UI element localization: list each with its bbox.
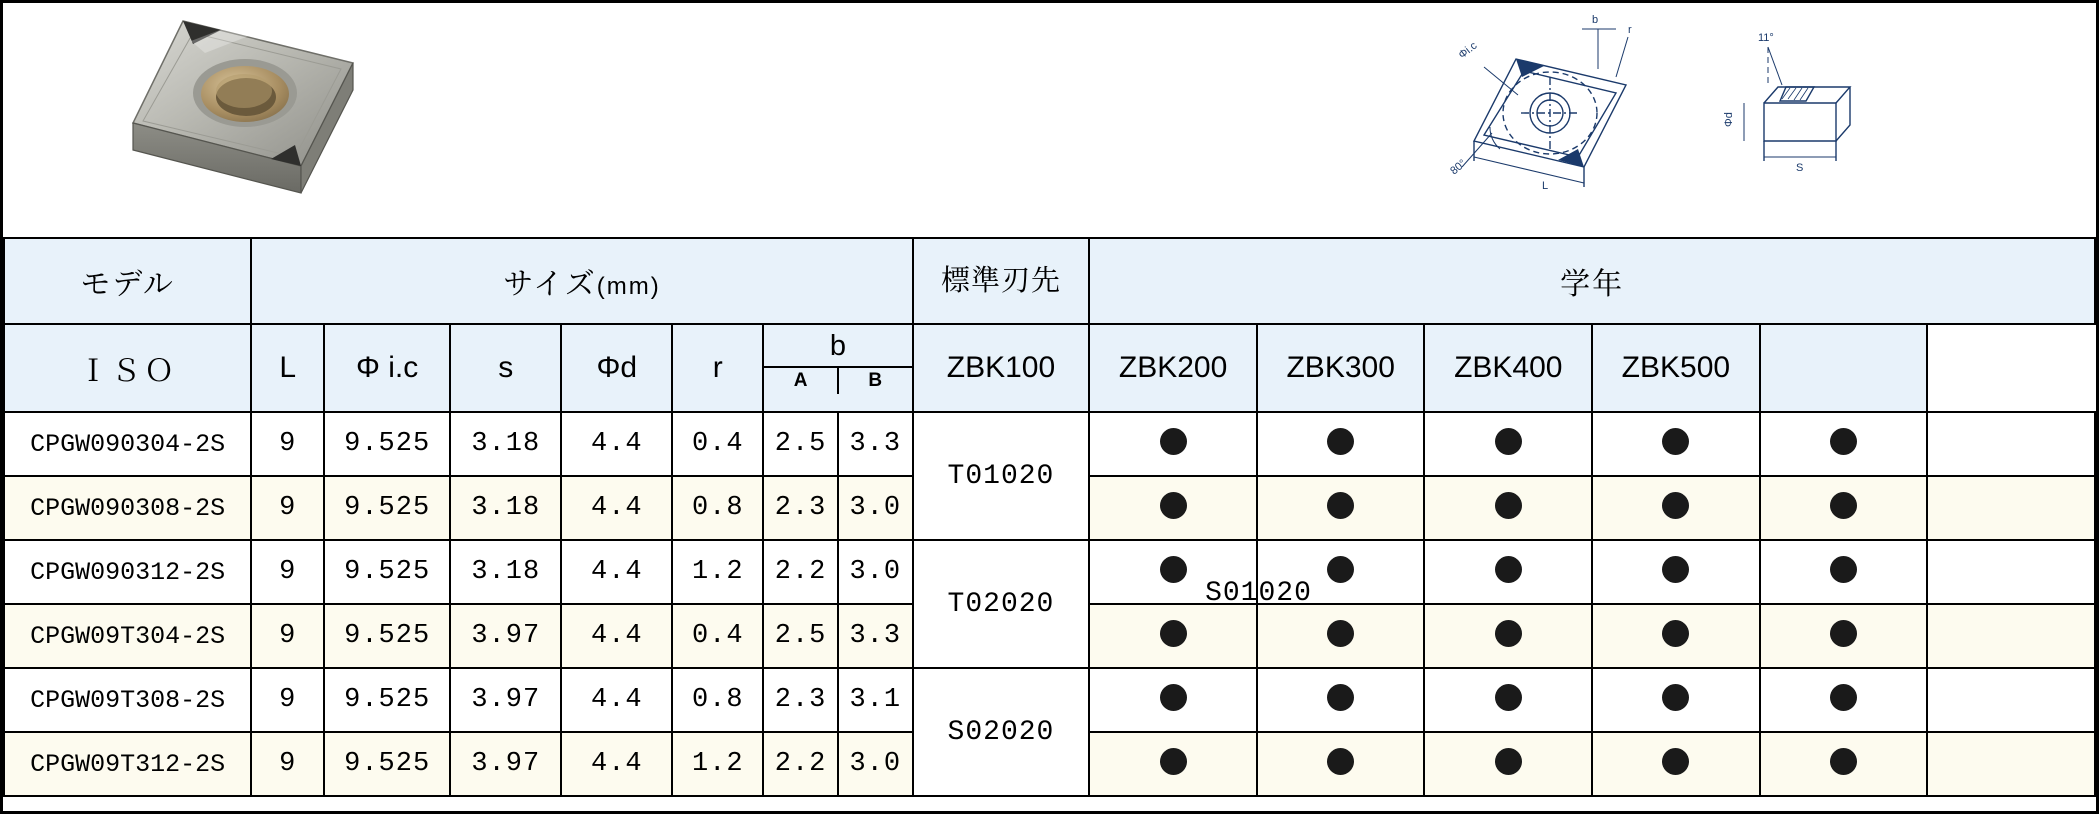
cell-grade-zbk400 <box>1592 476 1760 540</box>
cell-b-a: 2.5 <box>763 604 838 668</box>
subheader-grade-empty <box>1760 324 1928 412</box>
availability-dot <box>1495 492 1522 519</box>
availability-dot <box>1662 620 1689 647</box>
cell-L: 9 <box>251 732 324 796</box>
cell-grade-empty <box>1927 412 2095 476</box>
availability-dot <box>1830 748 1857 775</box>
technical-drawings <box>1366 7 2006 235</box>
cell-grade-zbk500 <box>1760 604 1928 668</box>
cell-grade-zbk200 <box>1257 668 1425 732</box>
cell-r: 0.8 <box>672 668 763 732</box>
cell-s: 3.97 <box>450 732 561 796</box>
cell-grade-empty <box>1927 540 2095 604</box>
cell-grade-zbk300 <box>1424 476 1592 540</box>
cell-dia-ic: 9.525 <box>324 668 450 732</box>
subheader-iso: ＩＳＯ <box>4 324 251 412</box>
availability-dot <box>1327 492 1354 519</box>
cell-iso: CPGW09T308-2S <box>4 668 251 732</box>
availability-dot <box>1662 748 1689 775</box>
table-row <box>4 412 2095 476</box>
cell-b-b: 3.3 <box>838 604 913 668</box>
cell-r: 1.2 <box>672 732 763 796</box>
drawing-label-dia-d: Φd <box>1723 112 1735 127</box>
cell-standard-edge: T01020 <box>913 412 1090 540</box>
subheader-grade-zbk400: ZBK400 <box>1424 324 1592 412</box>
availability-dot <box>1662 428 1689 455</box>
header-standard-edge: 標準刃先 <box>913 238 1090 324</box>
subheader-L: L <box>251 324 324 412</box>
subheader-grade-zbk300: ZBK300 <box>1257 324 1425 412</box>
availability-dot <box>1662 556 1689 583</box>
availability-dot <box>1160 492 1187 519</box>
cell-L: 9 <box>251 604 324 668</box>
availability-dot <box>1160 620 1187 647</box>
cell-grade-zbk200 <box>1257 604 1425 668</box>
cell-dia-d: 4.4 <box>561 412 672 476</box>
cell-grade-zbk200 <box>1257 732 1425 796</box>
cell-iso: CPGW090312-2S <box>4 540 251 604</box>
cell-grade-zbk300 <box>1424 412 1592 476</box>
cell-grade-empty <box>1927 732 2095 796</box>
cell-iso: CPGW090304-2S <box>4 412 251 476</box>
subheader-b-a: A <box>764 368 839 394</box>
table-header-row-1 <box>4 238 2095 324</box>
subheader-grade-zbk200: ZBK200 <box>1089 324 1257 412</box>
cell-dia-d: 4.4 <box>561 540 672 604</box>
cell-grade-zbk500 <box>1760 732 1928 796</box>
cell-dia-ic: 9.525 <box>324 412 450 476</box>
subheader-dia-d: Φd <box>561 324 672 412</box>
availability-dot <box>1160 748 1187 775</box>
cell-r: 0.8 <box>672 476 763 540</box>
cell-b-a: 2.2 <box>763 732 838 796</box>
table-row <box>4 668 2095 732</box>
cell-b-b: 3.3 <box>838 412 913 476</box>
subheader-b-b: B <box>868 370 883 391</box>
cell-grade-zbk500 <box>1760 412 1928 476</box>
cell-grade-zbk100 <box>1089 476 1257 540</box>
cell-grade-zbk200 <box>1257 476 1425 540</box>
cell-grade-zbk500 <box>1760 540 1928 604</box>
availability-dot <box>1327 684 1354 711</box>
cell-s: 3.18 <box>450 476 561 540</box>
specification-table <box>3 237 2096 797</box>
subheader-b: b <box>764 326 911 368</box>
cell-dia-ic: 9.525 <box>324 540 450 604</box>
table-subheader-row <box>4 324 2095 412</box>
availability-dot <box>1830 620 1857 647</box>
cell-r: 1.2 <box>672 540 763 604</box>
availability-dot <box>1830 684 1857 711</box>
cell-grade-zbk200 <box>1257 412 1425 476</box>
drawing-label-lead-angle: 11° <box>1758 32 1774 44</box>
cell-L: 9 <box>251 412 324 476</box>
cell-grade-empty <box>1927 668 2095 732</box>
cell-s: 3.97 <box>450 668 561 732</box>
cell-b-a: 2.3 <box>763 476 838 540</box>
cell-standard-edge: S02020 <box>913 668 1090 796</box>
cell-b-a: 2.3 <box>763 668 838 732</box>
availability-dot <box>1662 684 1689 711</box>
header-size-unit: (mm) <box>596 273 661 300</box>
insert-product-photo <box>73 11 413 226</box>
subheader-s: s <box>450 324 561 412</box>
header-size-label: サイズ <box>503 268 597 301</box>
cell-b-a: 2.5 <box>763 412 838 476</box>
availability-dot <box>1830 556 1857 583</box>
cell-grade-zbk400 <box>1592 668 1760 732</box>
cell-dia-d: 4.4 <box>561 476 672 540</box>
cell-grade-zbk400 <box>1592 732 1760 796</box>
cell-dia-ic: 9.525 <box>324 732 450 796</box>
cell-grade-empty <box>1927 604 2095 668</box>
cell-grade-zbk500 <box>1760 668 1928 732</box>
cell-r: 0.4 <box>672 604 763 668</box>
cell-r: 0.4 <box>672 412 763 476</box>
availability-dot <box>1662 492 1689 519</box>
cell-s: 3.97 <box>450 604 561 668</box>
availability-dot <box>1495 556 1522 583</box>
cell-standard-edge-extra: S01020 <box>1205 578 1312 609</box>
subheader-grade-zbk500: ZBK500 <box>1592 324 1760 412</box>
cell-L: 9 <box>251 668 324 732</box>
drawing-label-ic: Φi.c <box>1456 39 1480 62</box>
subheader-grade-zbk100: ZBK100 <box>913 324 1090 412</box>
cell-grade-zbk100 <box>1089 732 1257 796</box>
cell-L: 9 <box>251 476 324 540</box>
cell-dia-ic: 9.525 <box>324 604 450 668</box>
cell-dia-d: 4.4 <box>561 732 672 796</box>
cell-grade-zbk300 <box>1424 668 1592 732</box>
cell-grade-zbk100 <box>1089 668 1257 732</box>
drawing-label-s: S <box>1796 162 1804 174</box>
cell-grade-zbk400 <box>1592 604 1760 668</box>
cell-dia-d: 4.4 <box>561 668 672 732</box>
subheader-b-group <box>763 324 912 412</box>
cell-grade-zbk400 <box>1592 540 1760 604</box>
header-size <box>251 238 912 324</box>
drawing-label-L: L <box>1542 180 1549 192</box>
cell-grade-zbk400 <box>1592 412 1760 476</box>
cell-grade-empty <box>1927 476 2095 540</box>
cell-b-b: 3.0 <box>838 540 913 604</box>
cell-b-b: 3.0 <box>838 732 913 796</box>
cell-grade-zbk500 <box>1760 476 1928 540</box>
drawing-label-b: b <box>1592 14 1599 26</box>
cell-s: 3.18 <box>450 540 561 604</box>
availability-dot <box>1327 748 1354 775</box>
drawing-label-r: r <box>1628 24 1632 36</box>
cell-iso: CPGW090308-2S <box>4 476 251 540</box>
availability-dot <box>1495 684 1522 711</box>
cell-grade-zbk100 <box>1089 604 1257 668</box>
cell-dia-ic: 9.525 <box>324 476 450 540</box>
cell-L: 9 <box>251 540 324 604</box>
cell-iso: CPGW09T304-2S <box>4 604 251 668</box>
cell-grade-zbk300 <box>1424 540 1592 604</box>
availability-dot <box>1495 620 1522 647</box>
availability-dot <box>1830 492 1857 519</box>
cell-standard-edge: T02020 <box>913 540 1090 668</box>
cell-grade-zbk300 <box>1424 732 1592 796</box>
cell-iso: CPGW09T312-2S <box>4 732 251 796</box>
cell-b-b: 3.1 <box>838 668 913 732</box>
cell-s: 3.18 <box>450 412 561 476</box>
availability-dot <box>1495 748 1522 775</box>
cell-dia-d: 4.4 <box>561 604 672 668</box>
header-model: モデル <box>4 238 251 324</box>
table-row <box>4 540 2095 604</box>
availability-dot <box>1830 428 1857 455</box>
cell-grade-zbk300 <box>1424 604 1592 668</box>
availability-dot <box>1327 428 1354 455</box>
cell-grade-zbk100 <box>1089 412 1257 476</box>
cell-b-b: 3.0 <box>838 476 913 540</box>
subheader-r: r <box>672 324 763 412</box>
top-illustration-band <box>3 3 2096 239</box>
availability-dot <box>1327 620 1354 647</box>
availability-dot <box>1160 684 1187 711</box>
header-grade: 学年 <box>1089 238 2095 324</box>
availability-dot <box>1160 428 1187 455</box>
availability-dot <box>1495 428 1522 455</box>
cell-b-a: 2.2 <box>763 540 838 604</box>
subheader-dia-ic: Φ i.c <box>324 324 450 412</box>
drawing-label-angle: 80° <box>1448 157 1469 178</box>
